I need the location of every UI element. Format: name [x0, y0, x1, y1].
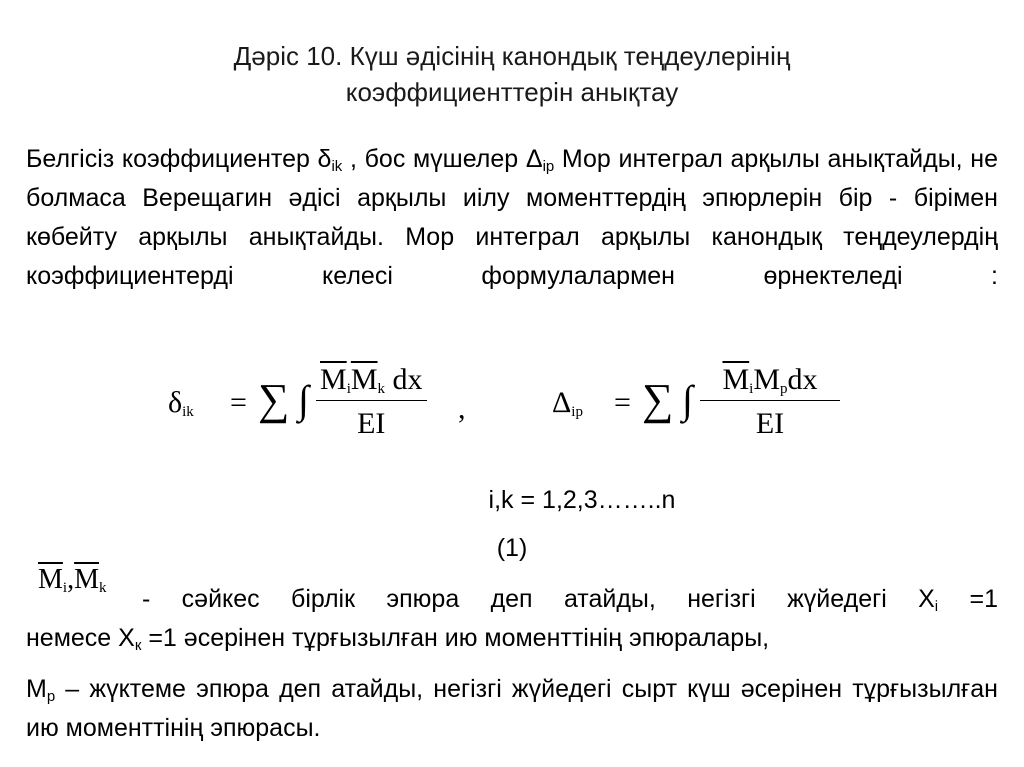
- formula2-equals: =: [614, 386, 631, 419]
- intro-paragraph: [26, 140, 998, 296]
- formula1-comma: ,: [458, 392, 466, 425]
- formula2-denominator: EI: [755, 407, 785, 440]
- load-diagram-text: – жүктеме эпюра деп атайды, негізгі жүйедегі сырт күш әсерінен тұрғызылған ию моменттінің эпюрасы.: [26, 675, 998, 742]
- load-moment-symbol: М: [26, 675, 47, 703]
- Delta-subscript: ip: [542, 158, 555, 175]
- formula1-fraction: [316, 360, 427, 441]
- intro-text-a: Белгісіз коэффициентер δ: [26, 145, 332, 173]
- unit-diagrams-text: - сәйкес бірлік эпюра деп атайды, негізгі жүйедегі $Х_і =1$ немесе $Х_к =1$ әсерінен тұрғызылған ию моменттінің эпюралары,: [26, 585, 998, 654]
- formula1-numerator: $\overline{M}_i\overline{M}_k$ dx: [320, 363, 423, 397]
- slide-title: [60, 38, 964, 110]
- intro-text-b: , бос мүшелер Δ: [342, 145, 543, 173]
- sum-symbol: ∑: [642, 375, 674, 424]
- formula2-lhs: $\Delta_{ip}$: [552, 386, 583, 420]
- intro-text-c: Мор интеграл арқылы анықтайды, не болмаса Верещагин әдісі арқылы иілу моменттердің эпюрлерін бір - бірімен көбейту арқылы анықтайды. Мор интеграл арқылы канондық теңдеулердің коэффициентерді келесі формулалармен өрнектеледі :: [26, 145, 998, 290]
- title-line-2: коэффициенттерін анықтау: [345, 77, 679, 107]
- load-diagram-definition: $М_р$ – жүктеме эпюра деп атайды, негізгі жүйедегі сырт күш әсерінен тұрғызылған ию моменттінің эпюрасы.: [26, 675, 998, 742]
- formula1-denominator: EI: [357, 407, 386, 440]
- unit-diagrams-definition: [26, 564, 998, 654]
- equation-number: (1): [496, 534, 528, 562]
- integral-symbol: ∫: [682, 377, 693, 422]
- delta-subscript: ik: [331, 158, 343, 175]
- formula2-numerator: $\overline{M}_iM_pdx$: [722, 363, 818, 397]
- formula-Delta-ip: [552, 356, 852, 451]
- formula1-lhs: $\delta_{ik}$: [168, 386, 194, 420]
- unit-moment-symbols: $\overline{M}_i,\overline{M}_k$: [38, 564, 107, 596]
- integral-symbol: ∫: [298, 377, 309, 422]
- formula2-fraction: [700, 360, 840, 441]
- sum-symbol: ∑: [258, 375, 290, 424]
- formula-delta-ik: [168, 356, 488, 451]
- index-range: i,k = 1,2,3……..n: [488, 486, 676, 514]
- formula1-equals: =: [230, 386, 247, 419]
- title-line-1: Дәріс 10. Күш әдісінің канондық теңдеулерінің: [233, 41, 791, 71]
